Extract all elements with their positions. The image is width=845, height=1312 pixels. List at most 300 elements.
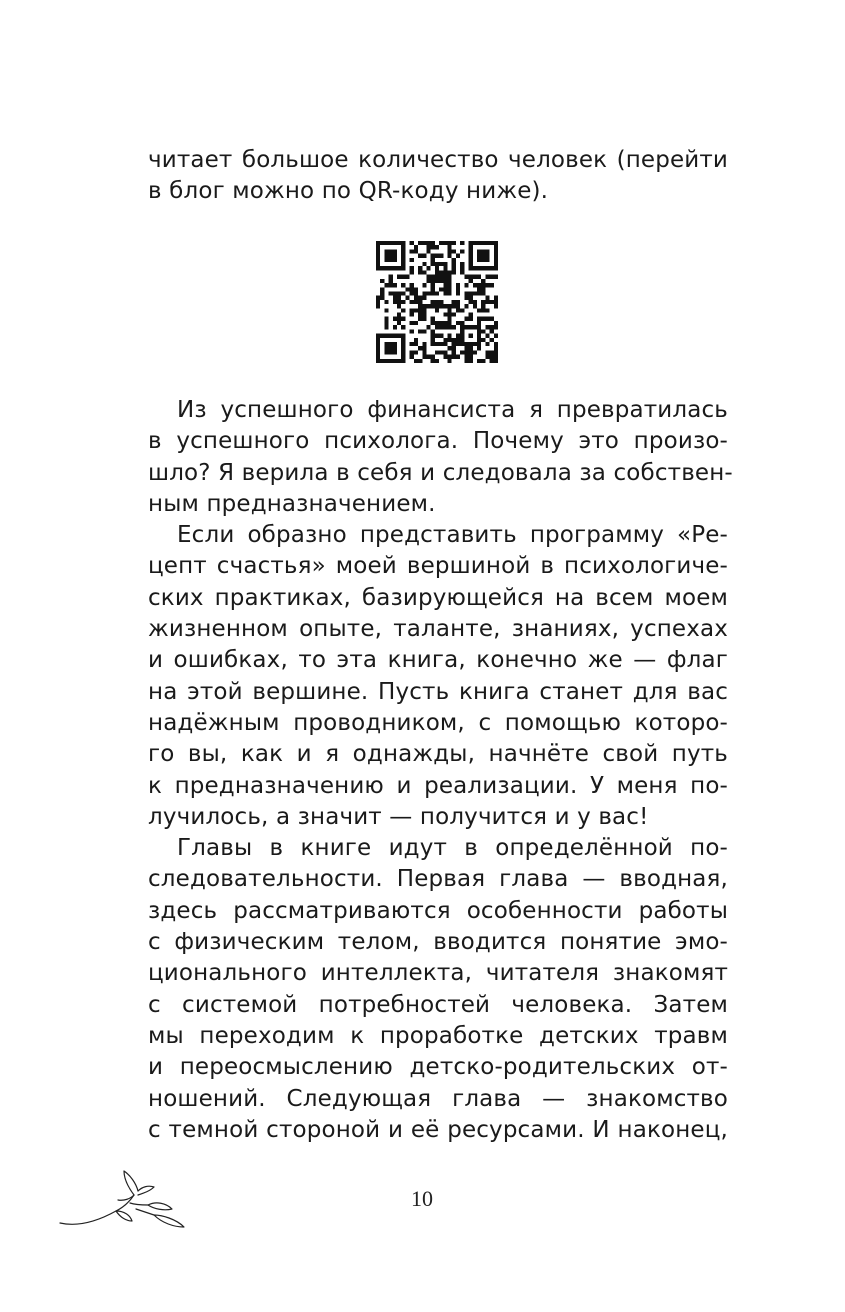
- qr-module: [469, 355, 473, 359]
- qr-module: [414, 321, 418, 325]
- text-line: и переосмыслению детско-родительских от-: [148, 1054, 728, 1081]
- qr-module: [477, 275, 481, 279]
- qr-module: [431, 304, 435, 308]
- qr-module: [469, 266, 473, 270]
- qr-module: [481, 291, 485, 295]
- qr-module: [477, 283, 481, 287]
- qr-module: [376, 266, 380, 270]
- qr-module: [397, 317, 401, 321]
- qr-module: [401, 245, 405, 249]
- qr-module: [393, 350, 397, 354]
- qr-module: [435, 334, 439, 338]
- qr-module: [376, 249, 380, 253]
- qr-module: [393, 359, 397, 363]
- paragraph-1: [148, 395, 733, 520]
- qr-module: [494, 342, 498, 346]
- qr-module: [410, 342, 414, 346]
- qr-module: [477, 359, 481, 363]
- qr-module: [384, 254, 388, 258]
- qr-module: [422, 346, 426, 350]
- qr-module: [477, 317, 481, 321]
- qr-code-icon[interactable]: [376, 241, 498, 363]
- qr-module: [384, 249, 388, 253]
- qr-module: [485, 308, 489, 312]
- qr-module: [393, 300, 397, 304]
- qr-module: [439, 321, 443, 325]
- qr-module: [464, 275, 468, 279]
- text-line: го вы, как и я однажды, начнёте свой путь: [148, 741, 728, 768]
- qr-module: [401, 317, 405, 321]
- text-line: Из успешного финансиста я превратилась: [177, 397, 728, 423]
- qr-module: [456, 308, 460, 312]
- text-line: с физическим телом, вводится понятие эмо-: [148, 929, 728, 956]
- qr-module: [460, 270, 464, 274]
- qr-module: [376, 262, 380, 266]
- qr-module: [448, 270, 452, 274]
- qr-module: [464, 355, 468, 359]
- qr-module: [422, 304, 426, 308]
- qr-module: [418, 359, 422, 363]
- qr-module: [401, 350, 405, 354]
- qr-module: [418, 346, 422, 350]
- qr-module: [485, 355, 489, 359]
- qr-module: [410, 249, 414, 253]
- text-line: в блог можно по QR-коду ниже).: [148, 178, 549, 205]
- qr-module: [393, 334, 397, 338]
- qr-module: [481, 279, 485, 283]
- qr-module: [410, 308, 414, 312]
- qr-module: [456, 283, 460, 287]
- qr-module: [464, 346, 468, 350]
- qr-module: [448, 283, 452, 287]
- qr-module: [422, 241, 426, 245]
- qr-module: [410, 287, 414, 291]
- qr-module: [448, 279, 452, 283]
- qr-module: [439, 254, 443, 258]
- qr-module: [494, 275, 498, 279]
- qr-module: [401, 254, 405, 258]
- qr-module: [380, 266, 384, 270]
- qr-module: [464, 325, 468, 329]
- qr-module: [422, 291, 426, 295]
- qr-module: [439, 300, 443, 304]
- qr-module: [401, 249, 405, 253]
- qr-module: [401, 241, 405, 245]
- qr-module: [414, 338, 418, 342]
- qr-module: [410, 355, 414, 359]
- qr-module: [414, 342, 418, 346]
- qr-module: [431, 342, 435, 346]
- qr-module: [485, 258, 489, 262]
- qr-module: [431, 359, 435, 363]
- qr-module: [494, 266, 498, 270]
- text-line: мы переходим к проработке детских травм: [148, 1022, 728, 1049]
- qr-module: [393, 266, 397, 270]
- qr-module: [401, 334, 405, 338]
- qr-module: [435, 321, 439, 325]
- qr-module: [414, 300, 418, 304]
- qr-module: [431, 283, 435, 287]
- qr-module: [422, 355, 426, 359]
- qr-module: [431, 317, 435, 321]
- qr-module: [435, 245, 439, 249]
- qr-module: [448, 334, 452, 338]
- qr-module: [443, 338, 447, 342]
- qr-module: [435, 291, 439, 295]
- qr-module: [414, 291, 418, 295]
- qr-module: [443, 287, 447, 291]
- qr-module: [401, 283, 405, 287]
- qr-module: [469, 342, 473, 346]
- qr-module: [405, 287, 409, 291]
- qr-module: [456, 304, 460, 308]
- qr-module: [494, 346, 498, 350]
- qr-module: [477, 291, 481, 295]
- qr-module: [485, 266, 489, 270]
- qr-module: [469, 300, 473, 304]
- qr-module: [477, 241, 481, 245]
- qr-module: [389, 249, 393, 253]
- qr-module: [443, 291, 447, 295]
- qr-module: [448, 245, 452, 249]
- qr-module: [401, 262, 405, 266]
- qr-module: [435, 300, 439, 304]
- qr-module: [384, 241, 388, 245]
- qr-module: [460, 308, 464, 312]
- qr-module: [456, 355, 460, 359]
- qr-module: [380, 359, 384, 363]
- qr-module: [443, 262, 447, 266]
- qr-module: [426, 245, 430, 249]
- qr-module: [384, 300, 388, 304]
- qr-module: [414, 350, 418, 354]
- qr-module: [477, 254, 481, 258]
- qr-module: [464, 342, 468, 346]
- qr-module: [494, 304, 498, 308]
- qr-module: [477, 249, 481, 253]
- qr-module: [439, 270, 443, 274]
- qr-module: [397, 241, 401, 245]
- text-line: цепт счастья» моей вершиной в психологиче-: [148, 553, 728, 580]
- qr-module: [422, 342, 426, 346]
- qr-module: [393, 258, 397, 262]
- qr-module: [443, 241, 447, 245]
- qr-module: [435, 359, 439, 363]
- qr-module: [401, 338, 405, 342]
- qr-module: [473, 304, 477, 308]
- qr-module: [418, 296, 422, 300]
- qr-module: [376, 296, 380, 300]
- qr-module: [485, 350, 489, 354]
- qr-module: [376, 334, 380, 338]
- qr-module: [469, 359, 473, 363]
- qr-module: [393, 241, 397, 245]
- qr-module: [418, 329, 422, 333]
- qr-module: [376, 338, 380, 342]
- qr-module: [426, 325, 430, 329]
- qr-module: [481, 287, 485, 291]
- qr-module: [401, 342, 405, 346]
- qr-module: [469, 262, 473, 266]
- qr-module: [494, 254, 498, 258]
- qr-module: [431, 291, 435, 295]
- qr-module: [410, 321, 414, 325]
- qr-module: [481, 254, 485, 258]
- qr-module: [376, 350, 380, 354]
- qr-module: [473, 300, 477, 304]
- qr-module: [448, 304, 452, 308]
- qr-module: [490, 355, 494, 359]
- qr-module: [426, 275, 430, 279]
- qr-module: [431, 241, 435, 245]
- text-line: к предназначению и реализации. У меня по-: [148, 772, 728, 799]
- qr-module: [443, 283, 447, 287]
- qr-module: [410, 300, 414, 304]
- qr-module: [456, 321, 460, 325]
- qr-module: [485, 241, 489, 245]
- qr-module: [389, 241, 393, 245]
- qr-module: [448, 287, 452, 291]
- qr-module: [485, 283, 489, 287]
- qr-module: [443, 321, 447, 325]
- qr-module: [410, 270, 414, 274]
- qr-module: [389, 254, 393, 258]
- qr-module: [460, 342, 464, 346]
- qr-module: [435, 275, 439, 279]
- qr-module: [448, 338, 452, 342]
- qr-module: [452, 258, 456, 262]
- qr-module: [393, 325, 397, 329]
- qr-module: [422, 317, 426, 321]
- qr-module: [431, 258, 435, 262]
- qr-module: [397, 291, 401, 295]
- qr-module: [448, 321, 452, 325]
- qr-module: [481, 308, 485, 312]
- qr-module: [380, 291, 384, 295]
- qr-module: [439, 304, 443, 308]
- qr-module: [485, 342, 489, 346]
- qr-module: [443, 279, 447, 283]
- paragraph-3: [148, 833, 728, 1146]
- qr-module: [393, 249, 397, 253]
- qr-module: [431, 329, 435, 333]
- qr-module: [397, 334, 401, 338]
- qr-module: [376, 245, 380, 249]
- qr-module: [448, 275, 452, 279]
- qr-module: [460, 350, 464, 354]
- qr-module: [477, 342, 481, 346]
- qr-module: [431, 355, 435, 359]
- qr-module: [485, 325, 489, 329]
- qr-module: [422, 313, 426, 317]
- qr-module: [431, 300, 435, 304]
- qr-module: [405, 296, 409, 300]
- qr-module: [410, 258, 414, 262]
- qr-module: [418, 241, 422, 245]
- qr-module: [418, 304, 422, 308]
- qr-module: [452, 350, 456, 354]
- text-line: ношений. Следующая глава — знакомство: [148, 1085, 728, 1112]
- qr-module: [422, 262, 426, 266]
- qr-module: [448, 241, 452, 245]
- qr-module: [431, 338, 435, 342]
- qr-module: [473, 275, 477, 279]
- qr-module: [469, 350, 473, 354]
- text-line: в успешного психолога. Почему это произо-: [148, 428, 728, 455]
- qr-module: [460, 249, 464, 253]
- qr-module: [448, 359, 452, 363]
- qr-module: [414, 287, 418, 291]
- qr-module: [464, 291, 468, 295]
- qr-module: [481, 317, 485, 321]
- qr-module: [460, 329, 464, 333]
- qr-module: [481, 300, 485, 304]
- main-text: [148, 395, 733, 1146]
- qr-module: [410, 283, 414, 287]
- qr-module: [494, 262, 498, 266]
- qr-module: [418, 270, 422, 274]
- qr-module: [422, 329, 426, 333]
- qr-module: [384, 342, 388, 346]
- qr-module: [469, 279, 473, 283]
- qr-module: [439, 350, 443, 354]
- qr-module: [485, 254, 489, 258]
- qr-module: [426, 355, 430, 359]
- qr-module: [485, 249, 489, 253]
- qr-module: [490, 275, 494, 279]
- qr-module: [376, 258, 380, 262]
- qr-module: [401, 346, 405, 350]
- qr-module: [389, 346, 393, 350]
- qr-module: [490, 359, 494, 363]
- qr-module: [477, 325, 481, 329]
- qr-module: [380, 287, 384, 291]
- qr-module: [485, 317, 489, 321]
- qr-module: [439, 334, 443, 338]
- qr-module: [376, 346, 380, 350]
- qr-module: [393, 283, 397, 287]
- qr-module: [426, 304, 430, 308]
- qr-module: [389, 279, 393, 283]
- qr-module: [401, 266, 405, 270]
- qr-module: [422, 270, 426, 274]
- qr-module: [439, 342, 443, 346]
- qr-module: [426, 291, 430, 295]
- qr-module: [452, 304, 456, 308]
- qr-module: [469, 317, 473, 321]
- qr-module: [431, 262, 435, 266]
- qr-module: [435, 262, 439, 266]
- qr-module: [397, 266, 401, 270]
- qr-module: [481, 329, 485, 333]
- qr-module: [418, 308, 422, 312]
- qr-module: [384, 308, 388, 312]
- qr-module: [401, 325, 405, 329]
- qr-module: [448, 355, 452, 359]
- qr-module: [456, 300, 460, 304]
- qr-module: [481, 338, 485, 342]
- qr-module: [448, 254, 452, 258]
- qr-module: [452, 300, 456, 304]
- qr-module: [414, 296, 418, 300]
- qr-module: [464, 359, 468, 363]
- qr-module: [494, 325, 498, 329]
- qr-module: [401, 275, 405, 279]
- qr-module: [469, 296, 473, 300]
- qr-module: [456, 254, 460, 258]
- qr-module: [469, 249, 473, 253]
- qr-module: [431, 279, 435, 283]
- qr-module: [494, 296, 498, 300]
- qr-module: [376, 300, 380, 304]
- qr-module: [481, 266, 485, 270]
- qr-module: [384, 359, 388, 363]
- qr-module: [477, 338, 481, 342]
- qr-module: [426, 249, 430, 253]
- qr-module: [418, 300, 422, 304]
- qr-module: [418, 317, 422, 321]
- qr-module: [443, 266, 447, 270]
- qr-module: [397, 304, 401, 308]
- qr-module: [443, 270, 447, 274]
- qr-module: [481, 304, 485, 308]
- qr-module: [485, 275, 489, 279]
- qr-module: [401, 291, 405, 295]
- qr-module: [401, 359, 405, 363]
- qr-module: [426, 266, 430, 270]
- qr-module: [469, 241, 473, 245]
- text-line: с темной стороной и её ресурсами. И наконец,: [148, 1116, 728, 1143]
- qr-module: [431, 275, 435, 279]
- qr-module: [456, 342, 460, 346]
- qr-module: [494, 359, 498, 363]
- qr-module: [439, 262, 443, 266]
- qr-module: [389, 258, 393, 262]
- qr-module: [477, 308, 481, 312]
- qr-module: [477, 334, 481, 338]
- qr-module: [380, 296, 384, 300]
- qr-module: [393, 291, 397, 295]
- qr-module: [410, 313, 414, 317]
- qr-module: [426, 279, 430, 283]
- text-line: лучилось, а значит — получится и у вас!: [148, 803, 649, 830]
- qr-module: [376, 355, 380, 359]
- qr-module: [384, 334, 388, 338]
- qr-module: [494, 258, 498, 262]
- qr-module: [481, 249, 485, 253]
- qr-module: [384, 346, 388, 350]
- text-line: читает большое количество человек (перейти: [148, 147, 728, 173]
- qr-module: [485, 296, 489, 300]
- qr-module: [384, 321, 388, 325]
- qr-module: [452, 346, 456, 350]
- qr-module: [456, 291, 460, 295]
- qr-module: [401, 300, 405, 304]
- qr-module: [401, 308, 405, 312]
- qr-module: [384, 283, 388, 287]
- qr-module: [393, 254, 397, 258]
- qr-module: [481, 359, 485, 363]
- qr-module: [414, 249, 418, 253]
- qr-module: [469, 325, 473, 329]
- qr-module: [384, 317, 388, 321]
- qr-module: [485, 300, 489, 304]
- qr-module: [397, 275, 401, 279]
- qr-module: [473, 291, 477, 295]
- qr-module: [473, 241, 477, 245]
- qr-module: [439, 241, 443, 245]
- qr-module: [397, 300, 401, 304]
